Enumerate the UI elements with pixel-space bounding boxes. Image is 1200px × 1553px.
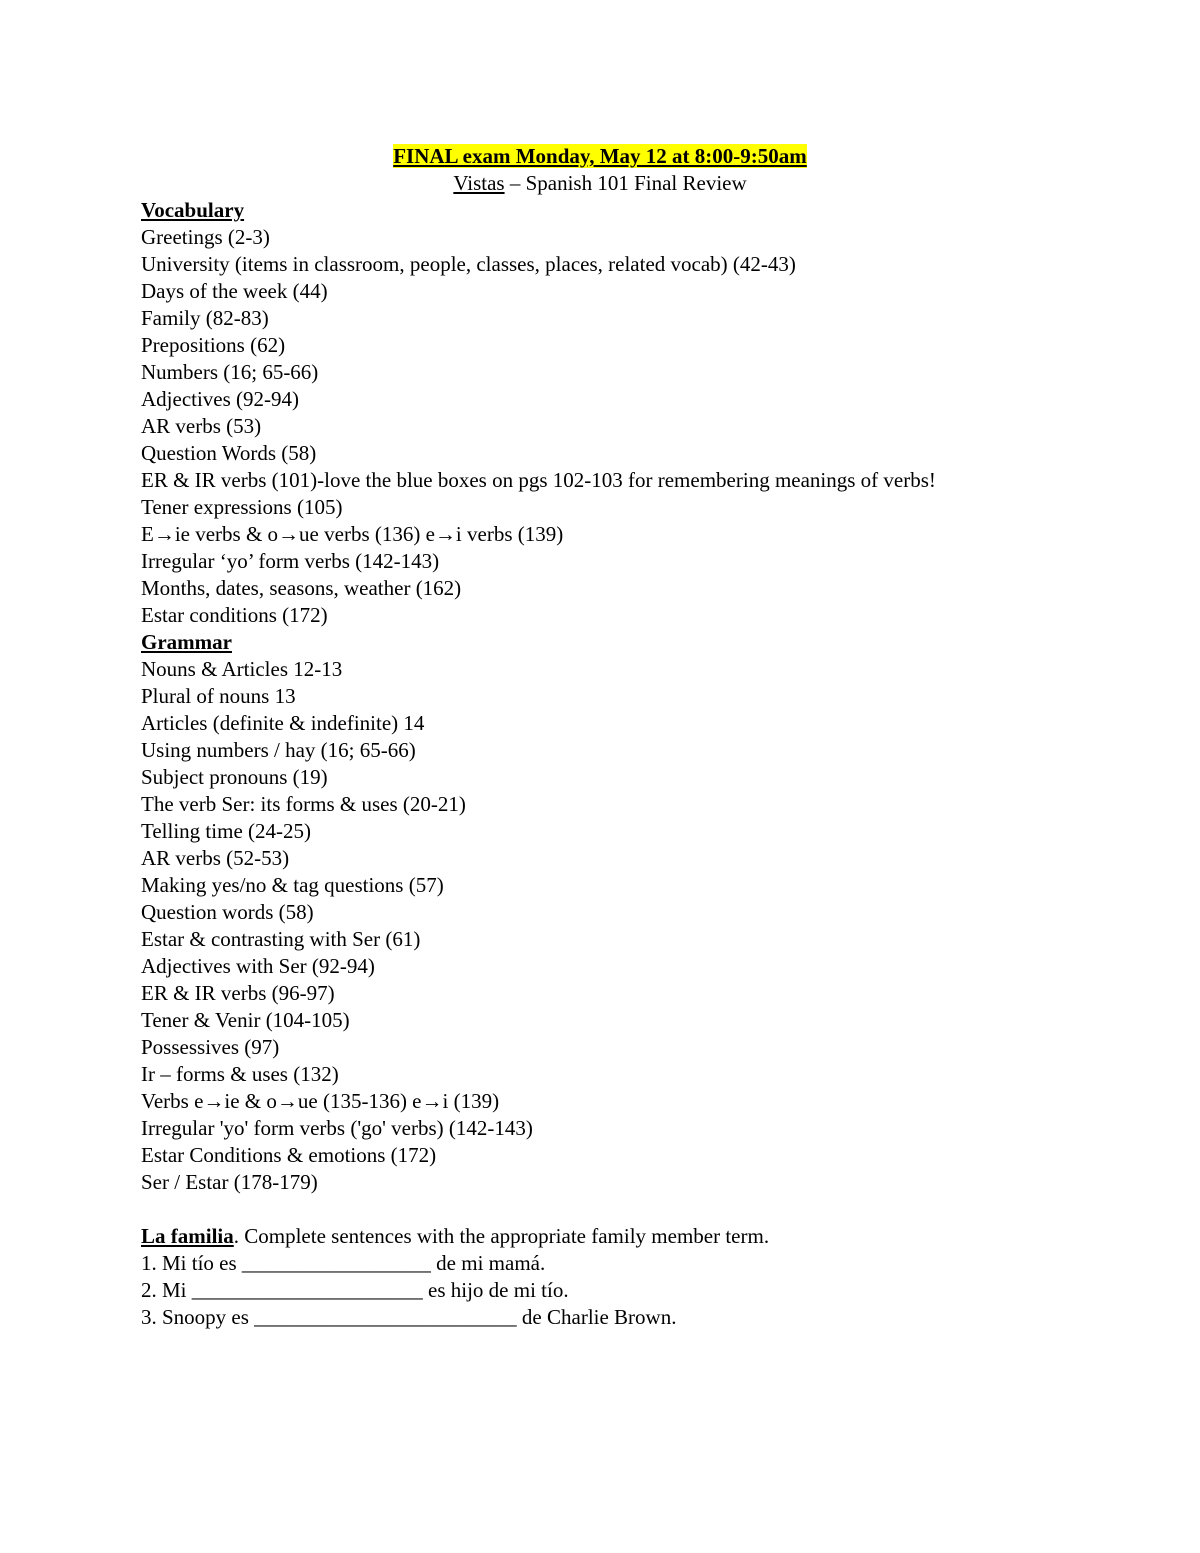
exercise-sentence: 1. Mi tío es __________________ de mi mamá. (141, 1251, 546, 1275)
grammar-heading: Grammar (141, 630, 232, 654)
vocabulary-item: Family (82-83) (141, 306, 269, 330)
grammar-item: Possessives (97) (141, 1035, 280, 1059)
grammar-item: Using numbers / hay (16; 65-66) (141, 738, 416, 762)
vocabulary-item: Prepositions (62) (141, 333, 286, 357)
grammar-item: The verb Ser: its forms & uses (20-21) (141, 792, 466, 816)
vocabulary-item: University (items in classroom, people, classes, places, related vocab) (42-43) (141, 252, 796, 276)
grammar-list (141, 656, 1061, 1196)
vocabulary-item: Greetings (2-3) (141, 225, 270, 249)
grammar-item: Plural of nouns 13 (141, 684, 296, 708)
familia-exercise-list (141, 1250, 1061, 1331)
grammar-item: Making yes/no & tag questions (57) (141, 873, 444, 897)
grammar-item: Estar Conditions & emotions (172) (141, 1143, 437, 1167)
grammar-item: Verbs e→ie & o→ue (135-136) e→i (139) (141, 1089, 500, 1113)
grammar-item: Nouns & Articles 12-13 (141, 657, 343, 681)
grammar-item: AR verbs (52-53) (141, 846, 290, 870)
vocabulary-item: Tener expressions (105) (141, 495, 343, 519)
grammar-item: Irregular 'yo' form verbs ('go' verbs) (142-143) (141, 1116, 533, 1140)
vocabulary-item: Numbers (16; 65-66) (141, 360, 319, 384)
spacer (141, 1196, 1061, 1223)
document-subtitle (0, 170, 1200, 197)
grammar-item: Estar & contrasting with Ser (61) (141, 927, 421, 951)
familia-heading: La familia (141, 1224, 234, 1248)
document-body (141, 143, 1061, 1331)
grammar-item: Subject pronouns (19) (141, 765, 328, 789)
familia-instructions-text: . Complete sentences with the appropriate family member term. (233, 1224, 770, 1248)
grammar-item: Ser / Estar (178-179) (141, 1170, 318, 1194)
vocabulary-item: E→ie verbs & o→ue verbs (136) e→i verbs (139) (141, 522, 564, 546)
exam-date-title (0, 143, 1200, 170)
exercise-sentence: 2. Mi ______________________ es hijo de mi tío. (141, 1278, 569, 1302)
exercise-sentence: 3. Snoopy es _________________________ de Charlie Brown. (141, 1305, 677, 1329)
grammar-item: Articles (definite & indefinite) 14 (141, 711, 425, 735)
grammar-item: Telling time (24-25) (141, 819, 311, 843)
grammar-item: Ir – forms & uses (132) (141, 1062, 339, 1086)
vocabulary-item: Months, dates, seasons, weather (162) (141, 576, 462, 600)
vocabulary-item: AR verbs (53) (141, 414, 262, 438)
grammar-item: Question words (58) (141, 900, 314, 924)
vocabulary-heading: Vocabulary (141, 198, 245, 222)
vocabulary-item: Irregular ‘yo’ form verbs (142-143) (141, 549, 440, 573)
grammar-item: Adjectives with Ser (92-94) (141, 954, 375, 978)
vocabulary-item: Adjectives (92-94) (141, 387, 300, 411)
familia-instructions (141, 1223, 1061, 1250)
book-title: Vistas (453, 171, 505, 195)
vocabulary-item: Days of the week (44) (141, 279, 328, 303)
vocabulary-item: ER & IR verbs (101)-love the blue boxes on pgs 102-103 for remembering meanings of verbs! (141, 468, 936, 492)
subtitle-text: – Spanish 101 Final Review (504, 171, 747, 195)
grammar-item: Tener & Venir (104-105) (141, 1008, 350, 1032)
exam-date-highlight: FINAL exam Monday, May 12 at 8:00-9:50am (393, 144, 807, 168)
vocabulary-item: Question Words (58) (141, 441, 317, 465)
vocabulary-item: Estar conditions (172) (141, 603, 328, 627)
grammar-item: ER & IR verbs (96-97) (141, 981, 335, 1005)
vocabulary-list (141, 224, 1061, 629)
